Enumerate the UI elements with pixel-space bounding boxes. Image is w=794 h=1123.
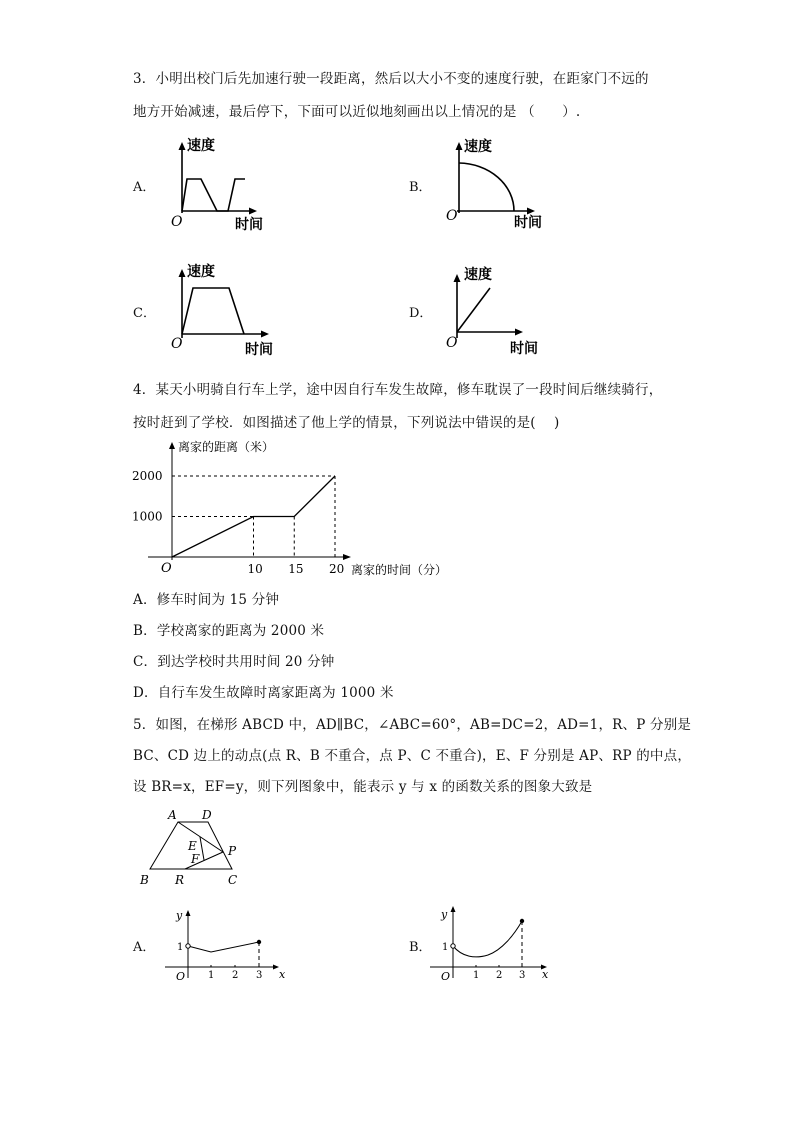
q3-option-a-label: A． [133,180,156,195]
q4-x-axis-label: 离家的时间（分） [351,563,448,577]
q5-a-y-axis-label: y [176,909,183,922]
q3-d-y-axis-label: 速度 [464,267,492,283]
q4-option-d: D．自行车发生故障时离家距离为 1000 米 [133,685,394,701]
q5-stem-line-2: BC、CD 边上的动点(点 R、B 不重合，点 P、C 不重合)，E、F 分别是 AP、RP 的中点， [133,748,692,764]
q4-chart [130,436,470,584]
q4-y-tick-2000: 2000 [132,469,163,483]
q5-b-x-axis-label: x [542,968,549,981]
q3-stem-line-2: 地方开始减速，最后停下，下面可以近似地刻画出以上情况的是 （ ）. [133,104,581,120]
q5-label-b: B [140,873,149,887]
q4-option-a: A．修车时间为 15 分钟 [133,592,280,608]
q4-x-tick-10: 10 [247,562,263,576]
q4-origin: O [161,561,172,576]
q5-option-b-label: B． [409,940,432,955]
q5-a-y-tick: 1 [177,942,184,953]
q5-a-x-axis-label: x [279,968,286,981]
q3-b-y-axis-label: 速度 [464,139,492,155]
q3-d-origin: O [446,335,458,351]
q3-c-origin: O [171,336,183,352]
q5-stem-line-3: 设 BR=x，EF=y，则下列图象中，能表示 y 与 x 的函数关系的图象大致是 [133,779,593,795]
q3-d-x-axis-label: 时间 [510,341,538,357]
q3-c-y-axis-label: 速度 [187,264,215,280]
q3-b-x-axis-label: 时间 [514,215,542,231]
q5-b-y-tick: 1 [442,942,449,953]
q5-b-x-tick-3: 3 [519,970,526,981]
q3-option-c-graph [165,258,285,358]
q4-stem-line-2: 按时赶到了学校．如图描述了他上学的情景，下列说法中错误的是( ) [133,415,560,431]
q4-y-axis-label: 离家的距离（米） [178,440,275,454]
q5-a-origin: O [176,970,186,983]
q5-stem-line-1: 5．如图，在梯形 ABCD 中，AD∥BC，∠ABC=60°，AB=DC=2，AD=1，R、P 分别是 [133,717,692,733]
q5-option-a-label: A． [133,940,156,955]
q4-y-tick-1000: 1000 [132,509,163,524]
q3-b-origin: O [446,208,458,224]
q5-b-x-tick-1: 1 [473,970,480,981]
q5-label-r: R [175,873,185,887]
q3-option-d-graph [440,260,560,360]
q3-option-d-label: D． [409,306,433,321]
q5-label-d: D [202,808,212,822]
q5-b-x-tick-2: 2 [496,970,503,981]
q5-label-p: P [228,844,237,858]
q4-stem-line-1: 4．某天小明骑自行车上学，途中因自行车发生故障，修车耽误了一段时间后继续骑行， [133,382,663,398]
q5-option-a-graph [165,905,295,985]
q5-label-c: C [228,873,238,887]
q3-a-x-axis-label: 时间 [235,217,263,233]
q5-b-origin: O [441,970,451,983]
q5-a-x-tick-3: 3 [256,970,263,981]
q3-option-b-graph [440,133,560,233]
q4-option-b: B．学校离家的距离为 2000 米 [133,623,325,639]
q5-label-e: E [188,839,197,853]
q3-option-a-graph [165,133,285,233]
q3-option-c-label: C． [133,306,156,321]
q5-trapezoid-figure [135,802,265,892]
q5-b-y-axis-label: y [441,908,448,921]
q3-a-y-axis-label: 速度 [187,138,215,154]
q5-a-x-tick-2: 2 [232,970,239,981]
q4-x-tick-15: 15 [288,562,304,576]
q3-a-origin: O [171,214,183,230]
q5-label-a: A [168,808,177,822]
q5-a-x-tick-1: 1 [208,970,215,981]
q5-label-f: F [191,852,200,866]
q3-stem-line-1: 3．小明出校门后先加速行驶一段距离，然后以大小不变的速度行驶，在距家门不远的 [133,71,649,87]
q3-c-x-axis-label: 时间 [245,342,273,358]
q3-option-b-label: B． [409,180,432,195]
q5-option-b-graph [430,905,560,985]
q4-x-tick-20: 20 [329,562,345,576]
q4-option-c: C．到达学校时共用时间 20 分钟 [133,654,335,670]
